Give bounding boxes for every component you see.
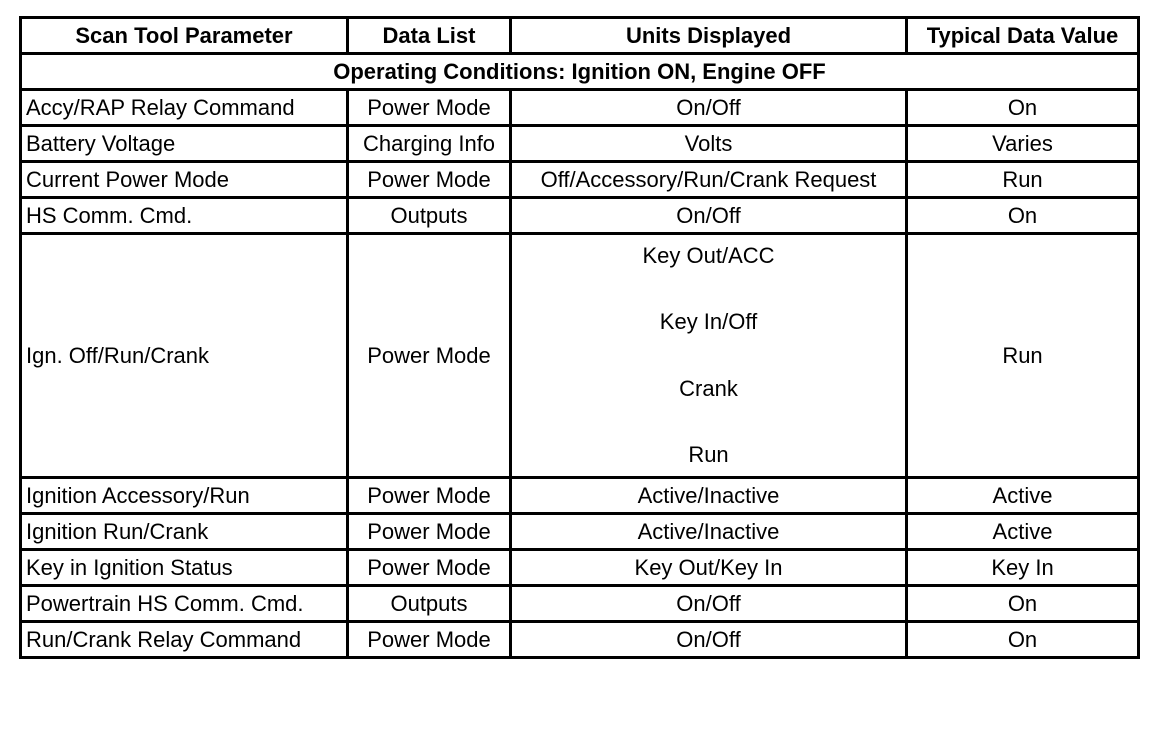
header-units-displayed: Units Displayed (511, 18, 907, 54)
table-row (21, 90, 1139, 126)
table-row (21, 586, 1139, 622)
cell-data-list: Power Mode (348, 478, 511, 514)
table-row (21, 550, 1139, 586)
table-row (21, 478, 1139, 514)
table-row (21, 234, 1139, 478)
cell-units: Off/Accessory/Run/Crank Request (511, 162, 907, 198)
cell-value: Run (907, 162, 1139, 198)
cell-data-list: Power Mode (348, 162, 511, 198)
header-data-list: Data List (348, 18, 511, 54)
cell-units: On/Off (511, 90, 907, 126)
table-row (21, 198, 1139, 234)
units-option: Key In/Off (659, 309, 758, 335)
units-option: Crank (679, 375, 738, 401)
cell-value: On (907, 586, 1139, 622)
cell-parameter: HS Comm. Cmd. (21, 198, 348, 234)
cell-parameter: Run/Crank Relay Command (21, 622, 348, 658)
cell-parameter: Powertrain HS Comm. Cmd. (21, 586, 348, 622)
cell-parameter: Key in Ignition Status (21, 550, 348, 586)
table-row (21, 126, 1139, 162)
table-row (21, 514, 1139, 550)
cell-parameter: Ignition Run/Crank (21, 514, 348, 550)
cell-value: On (907, 198, 1139, 234)
cell-units: On/Off (511, 198, 907, 234)
table-row (21, 622, 1139, 658)
cell-data-list: Charging Info (348, 126, 511, 162)
units-option: Run (688, 442, 729, 468)
header-row (21, 18, 1139, 54)
cell-data-list: Power Mode (348, 90, 511, 126)
cell-value: Varies (907, 126, 1139, 162)
cell-parameter: Battery Voltage (21, 126, 348, 162)
cell-value: Key In (907, 550, 1139, 586)
cell-parameter: Accy/RAP Relay Command (21, 90, 348, 126)
cell-data-list: Outputs (348, 198, 511, 234)
cell-data-list: Power Mode (348, 234, 511, 478)
cell-parameter: Ign. Off/Run/Crank (21, 234, 348, 478)
scan-tool-data-table (19, 16, 1140, 659)
cell-parameter: Current Power Mode (21, 162, 348, 198)
cell-value: On (907, 622, 1139, 658)
cell-data-list: Power Mode (348, 550, 511, 586)
cell-data-list: Power Mode (348, 514, 511, 550)
cell-value: On (907, 90, 1139, 126)
cell-units: Key Out/Key In (511, 550, 907, 586)
cell-value: Active (907, 514, 1139, 550)
cell-units: On/Off (511, 586, 907, 622)
cell-value: Run (907, 234, 1139, 478)
cell-units: Volts (511, 126, 907, 162)
table-row (21, 162, 1139, 198)
operating-conditions: Operating Conditions: Ignition ON, Engine OFF (21, 54, 1139, 90)
cell-data-list: Outputs (348, 586, 511, 622)
operating-conditions-row (21, 54, 1139, 90)
cell-units: Active/Inactive (511, 514, 907, 550)
cell-units: Active/Inactive (511, 478, 907, 514)
header-typical-data-value: Typical Data Value (907, 18, 1139, 54)
cell-parameter: Ignition Accessory/Run (21, 478, 348, 514)
cell-units-multi (511, 234, 907, 478)
cell-data-list: Power Mode (348, 622, 511, 658)
header-scan-tool-parameter: Scan Tool Parameter (21, 18, 348, 54)
units-option: Key Out/ACC (642, 242, 775, 268)
cell-units: On/Off (511, 622, 907, 658)
cell-value: Active (907, 478, 1139, 514)
